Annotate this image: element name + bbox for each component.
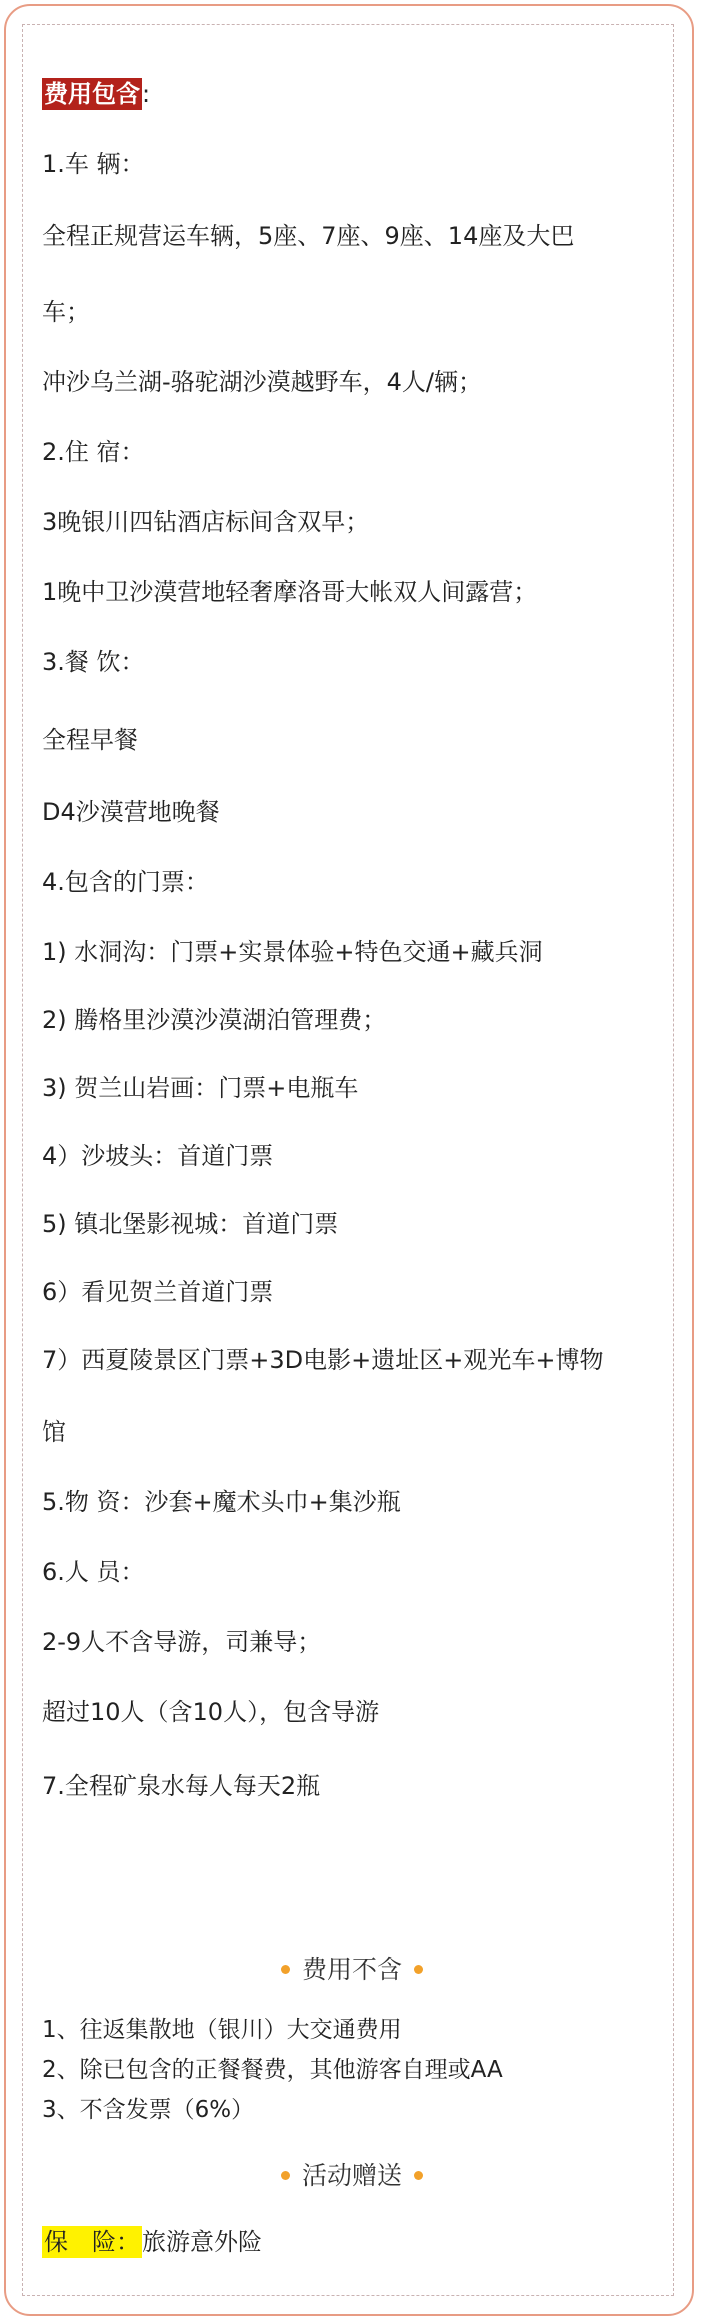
- dot-icon: [281, 2171, 290, 2180]
- ticket-item-5: 5) 镇北堡影视城：首道门票: [42, 1210, 339, 1238]
- vehicle-line-1: 全程正规营运车辆，5座、7座、9座、14座及大巴: [42, 222, 575, 250]
- ticket-item-6: 6）看见贺兰首道门票: [42, 1278, 274, 1306]
- gift-value: 旅游意外险: [142, 2228, 262, 2256]
- meal-heading: 3.餐 饮：: [42, 648, 145, 676]
- stay-heading: 2.住 宿：: [42, 438, 145, 466]
- ticket-heading: 4.包含的门票：: [42, 868, 209, 896]
- excluded-item-1: 1、往返集散地（银川）大交通费用: [42, 2017, 402, 2043]
- meal-line-2: D4沙漠营地晚餐: [42, 798, 220, 826]
- staff-heading: 6.人 员：: [42, 1558, 145, 1586]
- vehicle-heading: 1.车 辆：: [42, 150, 145, 178]
- gift-title-text: 活动赠送: [301, 2161, 402, 2190]
- vehicle-line-3: 冲沙乌兰湖-骆驼湖沙漠越野车，4人/辆；: [42, 368, 483, 396]
- meal-line-1: 全程早餐: [42, 726, 138, 754]
- stay-line-2: 1晚中卫沙漠营地轻奢摩洛哥大帐双人间露营；: [42, 578, 538, 606]
- included-title-colon: :: [142, 80, 151, 108]
- gift-label-tag: 保 险：: [44, 2228, 140, 2256]
- ticket-item-7b: 馆: [42, 1418, 66, 1446]
- gift-title: [42, 2160, 662, 2192]
- water-line: 7.全程矿泉水每人每天2瓶: [42, 1772, 321, 1800]
- excluded-item-2: 2、除已包含的正餐餐费，其他游客自理或AA: [42, 2057, 503, 2083]
- excluded-title: [42, 1954, 662, 1986]
- gift-row: [42, 2226, 262, 2258]
- ticket-item-4: 4）沙坡头：首道门票: [42, 1142, 274, 1170]
- dot-icon: [414, 1965, 423, 1974]
- stay-line-1: 3晚银川四钻酒店标间含双早；: [42, 508, 370, 536]
- supplies-line: 5.物 资：沙套+魔术头巾+集沙瓶: [42, 1488, 401, 1516]
- ticket-item-1: 1) 水洞沟：门票+实景体验+特色交通+藏兵洞: [42, 938, 543, 966]
- ticket-item-2: 2) 腾格里沙漠沙漠湖泊管理费；: [42, 1006, 387, 1034]
- ticket-item-3: 3) 贺兰山岩画：门票+电瓶车: [42, 1074, 359, 1102]
- included-title-tag: 费用包含: [44, 80, 140, 108]
- vehicle-line-2: 车；: [42, 298, 90, 326]
- dot-icon: [281, 1965, 290, 1974]
- staff-line-2: 超过10人（含10人），包含导游: [42, 1698, 380, 1726]
- ticket-item-7a: 7）西夏陵景区门票+3D电影+遗址区+观光车+博物: [42, 1346, 604, 1374]
- excluded-title-text: 费用不含: [301, 1955, 402, 1984]
- included-title-row: [42, 78, 150, 110]
- dot-icon: [414, 2171, 423, 2180]
- staff-line-1: 2-9人不含导游，司兼导；: [42, 1628, 322, 1656]
- excluded-item-3: 3、不含发票（6%）: [42, 2097, 255, 2123]
